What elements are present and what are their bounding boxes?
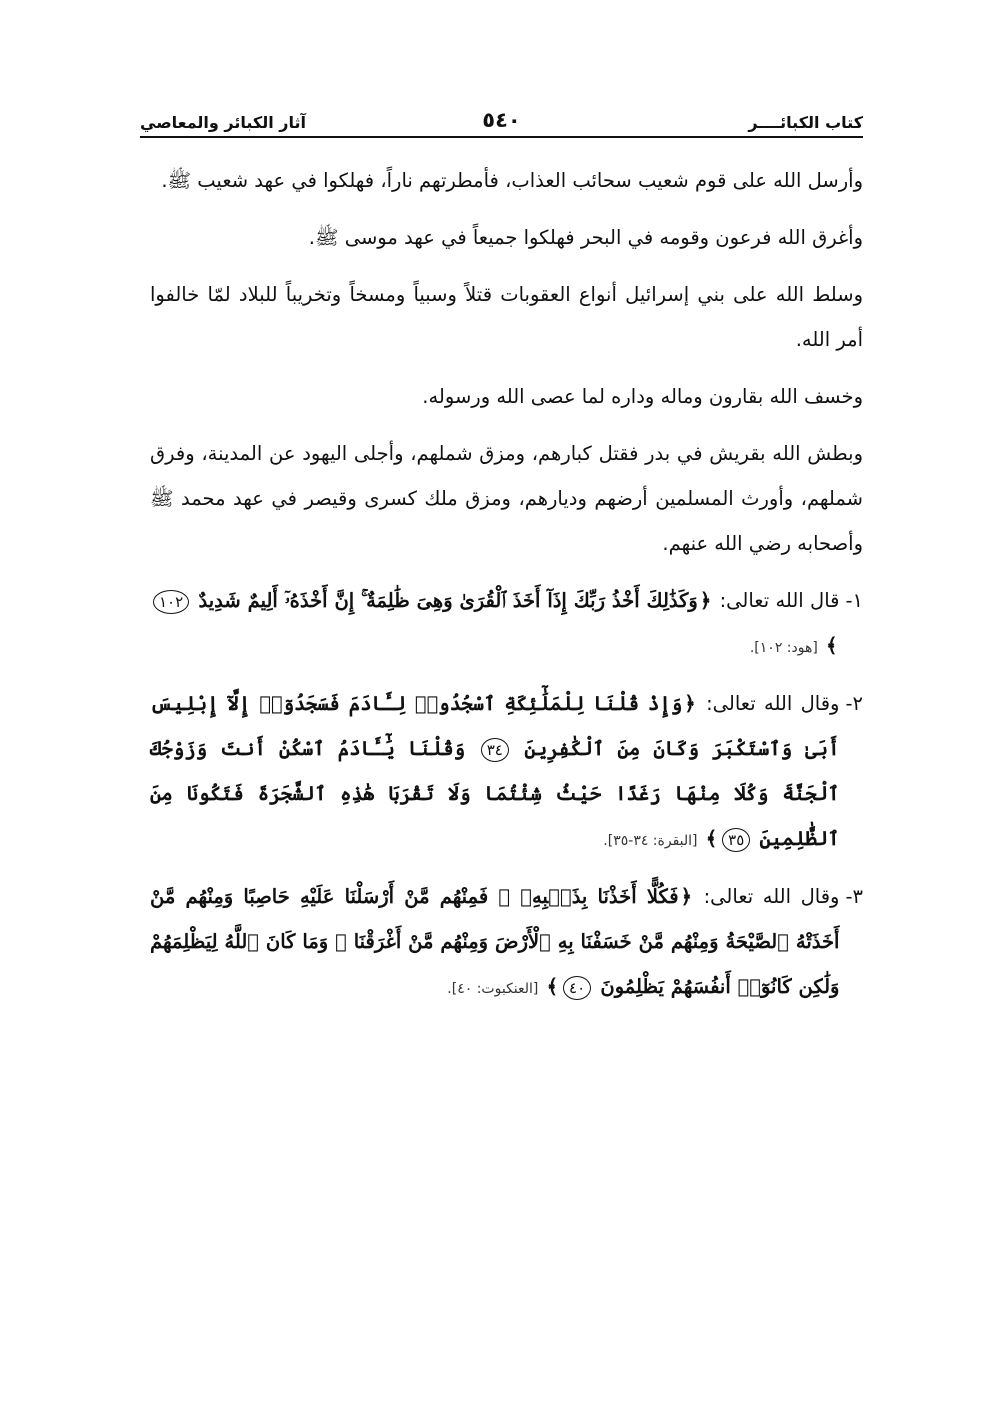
verse-intro: وقال الله تعالى: <box>703 885 840 908</box>
surah-reference: [العنكبوت: ٤٠]. <box>447 981 539 997</box>
verse-number: ١- <box>845 589 863 612</box>
ayah-number-marker: ٣٥ <box>722 828 750 852</box>
header-rule <box>140 136 863 138</box>
paragraph-shuaib: وأرسل الله على قوم شعيب سحائب العذاب، فأمطرتهم ناراً، فهلكوا في عهد شعيب ﷺ. <box>161 169 863 192</box>
book-title: كتاب الكبائــــر <box>748 113 863 132</box>
paragraph-pharaoh: وأغرق الله فرعون وقومه في البحر فهلكوا جميعاً في عهد موسى ﷺ. <box>308 226 863 249</box>
verse-item-3 <box>150 874 863 1012</box>
close-bracket: ﴾ <box>546 975 559 998</box>
surah-reference: [البقرة: ٣٤-٣٥]. <box>603 833 698 849</box>
verse-intro: وقال الله تعالى: <box>706 692 840 715</box>
ayah-number-marker: ٣٤ <box>481 738 509 762</box>
close-bracket: ﴾ <box>826 634 838 657</box>
page-body <box>150 158 863 1022</box>
quran-text: وَكَذَٰلِكَ أَخْذُ رَبِّكَ إِذَآ أَخَذَ ٱلْقُرَىٰ وَهِىَ ظَٰلِمَةٌ ۚ إِنَّ أَخْذَهُۥٓ أَلِيمٌ شَدِيدٌ <box>198 589 698 612</box>
chapter-title: آثار الكبائر والمعاصي <box>140 113 306 132</box>
verse-body <box>150 681 839 864</box>
open-bracket: ﴿ <box>684 692 696 715</box>
page-header <box>140 103 863 133</box>
surah-reference: [هود: ١٠٢]. <box>749 640 818 656</box>
verse-number: ٢- <box>845 692 863 715</box>
ayah-number-marker: ١٠٢ <box>153 590 189 614</box>
verse-number: ٣- <box>845 885 863 908</box>
paragraph-israel: وسلط الله على بني إسرائيل أنواع العقوبات قتلاً وسبياً ومسخاً وتخريباً للبلاد لمّا خالفوا أمر الله. <box>150 283 863 351</box>
verse-body <box>150 578 839 671</box>
paragraph-qarun: وخسف الله بقارون وماله وداره لما عصى الله ورسوله. <box>422 385 863 408</box>
ayah-number-marker: ٤٠ <box>563 976 591 1000</box>
verse-item-1 <box>150 578 863 671</box>
page-number: ٥٤٠ <box>482 108 521 132</box>
close-bracket: ﴾ <box>705 827 718 850</box>
verse-intro: قال الله تعالى: <box>719 589 840 612</box>
quran-text: وَإِذْ قُلْنَا لِلْمَلَٰٓئِكَةِ ٱسْجُدُوا۟ لِـَٔادَمَ فَسَجَدُوٓا۟ إِلَّآ إِبْلِيسَ أَبَىٰ وَٱسْتَكْبَرَ وَكَانَ مِنَ ٱلْكَٰفِرِينَ <box>150 692 840 760</box>
paragraph-quraysh: وبطش الله بقريش في بدر فقتل كبارهم، ومزق شملهم، وأجلى اليهود عن المدينة، وفرق شملهم، وأورث المسلمين أرضهم وديارهم، ومزق ملك كسرى وقيصر في عهد محمد ﷺ وأصحابه رضي الله عنهم. <box>150 442 863 555</box>
quran-text: فَكُلًّا أَخَذْنَا بِذَنۢبِهِۦ ۖ فَمِنْهُم مَّنْ أَرْسَلْنَا عَلَيْهِ حَاصِبًا وَمِنْهُم مَّنْ أَخَذَتْهُ ٱلصَّيْحَةُ وَمِنْهُم مَّنْ خَسَفْنَا بِهِ ٱلْأَرْضَ وَمِنْهُم مَّنْ أَغْرَقْنَا ۚ وَمَا كَانَ ٱللَّهُ لِيَظْلِمَهُمْ وَلَٰكِن كَانُوٓا۟ أَنفُسَهُمْ يَظْلِمُونَ <box>150 885 840 998</box>
verse-item-2 <box>150 681 863 864</box>
open-bracket: ﴿ <box>699 589 712 612</box>
open-bracket: ﴿ <box>680 885 692 908</box>
quran-text-continued: وَقُلْنَا يَٰٓـَٔادَمُ ٱسْكُنْ أَنتَ وَزَوْجُكَ ٱلْجَنَّةَ وَكُلَا مِنْهَا رَغَدًا حَيْثُ شِئْتُمَا وَلَا تَقْرَبَا هَٰذِهِ ٱلشَّجَرَةَ فَتَكُونَا مِنَ ٱلظَّٰلِمِينَ <box>150 737 840 850</box>
verse-body <box>150 874 839 1012</box>
